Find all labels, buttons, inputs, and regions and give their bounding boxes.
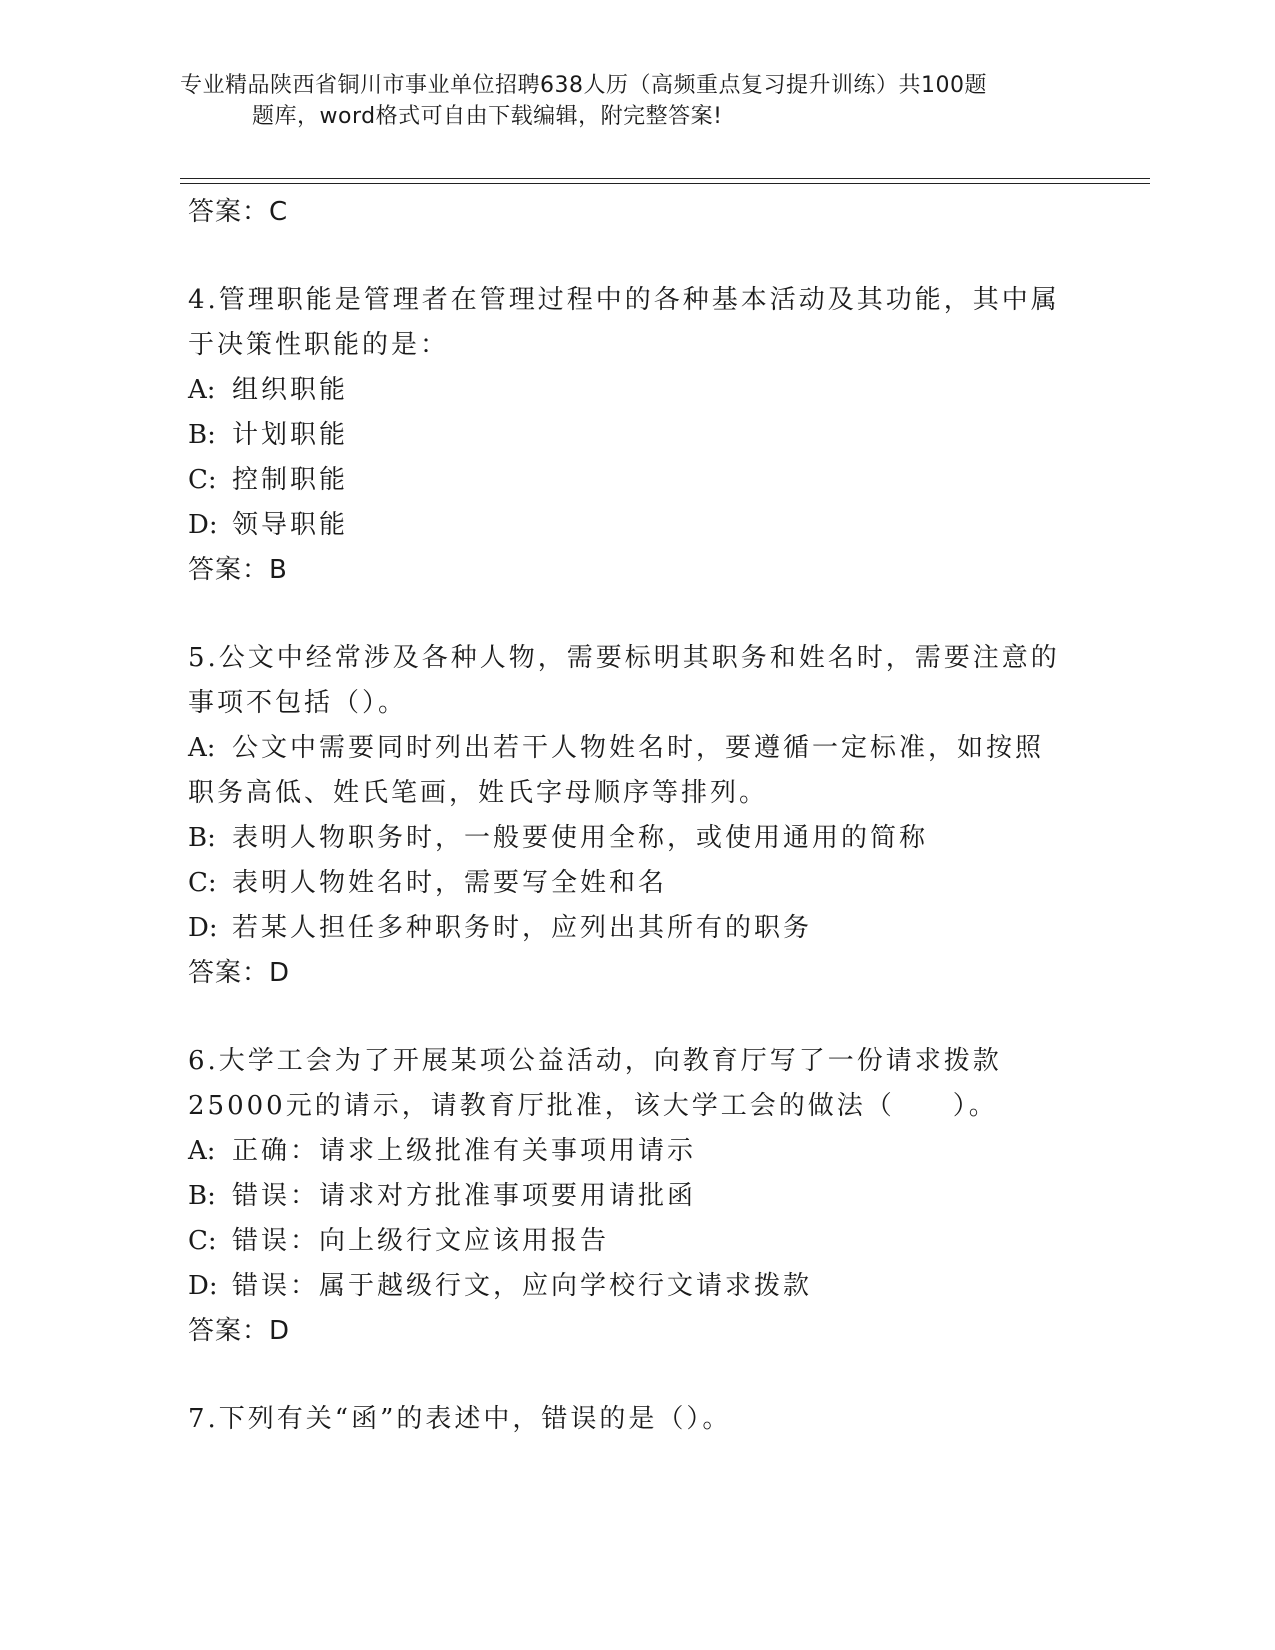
- option-key: D:: [188, 510, 218, 540]
- document-header: [180, 70, 1080, 132]
- question-block: [188, 1397, 1128, 1442]
- header-title-line-1: 专业精品陕西省铜川市事业单位招聘638人历（高频重点复习提升训练）共100题: [180, 73, 987, 98]
- option-key: C:: [188, 868, 217, 898]
- option-a: [188, 1129, 1128, 1174]
- header-title-line-2: 题库，word格式可自由下载编辑，附完整答案!: [252, 104, 723, 129]
- option-c: [188, 861, 1128, 906]
- header-divider-top: [180, 178, 1150, 179]
- option-key: A:: [188, 733, 216, 763]
- header-divider-bottom: [180, 183, 1150, 184]
- option-a: [188, 368, 1128, 413]
- option-c: [188, 1219, 1128, 1264]
- option-d: [188, 503, 1128, 548]
- option-text: 错误：向上级行文应该用报告: [232, 1226, 610, 1256]
- option-key: D:: [188, 1271, 218, 1301]
- option-key: A:: [188, 1136, 216, 1166]
- question-text: 5.公文中经常涉及各种人物，需要标明其职务和姓名时，需要注意的事项不包括（）。: [188, 643, 1060, 718]
- answer-line: 答案：B: [188, 555, 288, 585]
- option-key: C:: [188, 465, 217, 495]
- option-d: [188, 1264, 1128, 1309]
- option-key: B:: [188, 1181, 216, 1211]
- option-b: [188, 413, 1128, 458]
- question-text: 4.管理职能是管理者在管理过程中的各种基本活动及其功能，其中属于决策性职能的是：: [188, 285, 1060, 360]
- option-b: [188, 1174, 1128, 1219]
- option-text: 表明人物职务时，一般要使用全称，或使用通用的简称: [232, 823, 929, 853]
- option-text: 若某人担任多种职务时，应列出其所有的职务: [232, 913, 813, 943]
- option-key: D:: [188, 913, 218, 943]
- option-text: 控制职能: [232, 465, 349, 495]
- option-key: A:: [188, 375, 216, 405]
- option-text: 公文中需要同时列出若干人物姓名时，要遵循一定标准，如按照职务高低、姓氏笔画，姓氏字母顺序等排列。: [188, 733, 1045, 808]
- answer-line: 答案：D: [188, 1316, 291, 1346]
- option-d: [188, 906, 1128, 951]
- option-text: 错误：请求对方批准事项要用请批函: [232, 1181, 697, 1211]
- option-a: [188, 726, 1068, 816]
- option-c: [188, 458, 1128, 503]
- question-block: [188, 636, 1128, 995]
- option-text: 表明人物姓名时，需要写全姓和名: [232, 868, 668, 898]
- question-text: 6.大学工会为了开展某项公益活动，向教育厅写了一份请求拨款25000元的请示，请教育厅批准，该大学工会的做法（ ）。: [188, 1046, 1002, 1121]
- option-text: 组织职能: [232, 375, 349, 405]
- question-block: [188, 1039, 1128, 1353]
- option-text: 领导职能: [232, 510, 349, 540]
- answer-line: 答案：D: [188, 958, 291, 988]
- answer-line: 答案：C: [188, 197, 289, 227]
- question-text: 7.下列有关“函”的表述中，错误的是（）。: [188, 1404, 732, 1434]
- option-key: C:: [188, 1226, 217, 1256]
- question-block: [188, 278, 1128, 592]
- option-text: 正确：请求上级批准有关事项用请示: [232, 1136, 697, 1166]
- option-key: B:: [188, 420, 216, 450]
- option-text: 错误：属于越级行文，应向学校行文请求拨款: [232, 1271, 813, 1301]
- option-b: [188, 816, 1128, 861]
- option-key: B:: [188, 823, 216, 853]
- document-body: [188, 190, 1128, 1442]
- option-text: 计划职能: [232, 420, 349, 450]
